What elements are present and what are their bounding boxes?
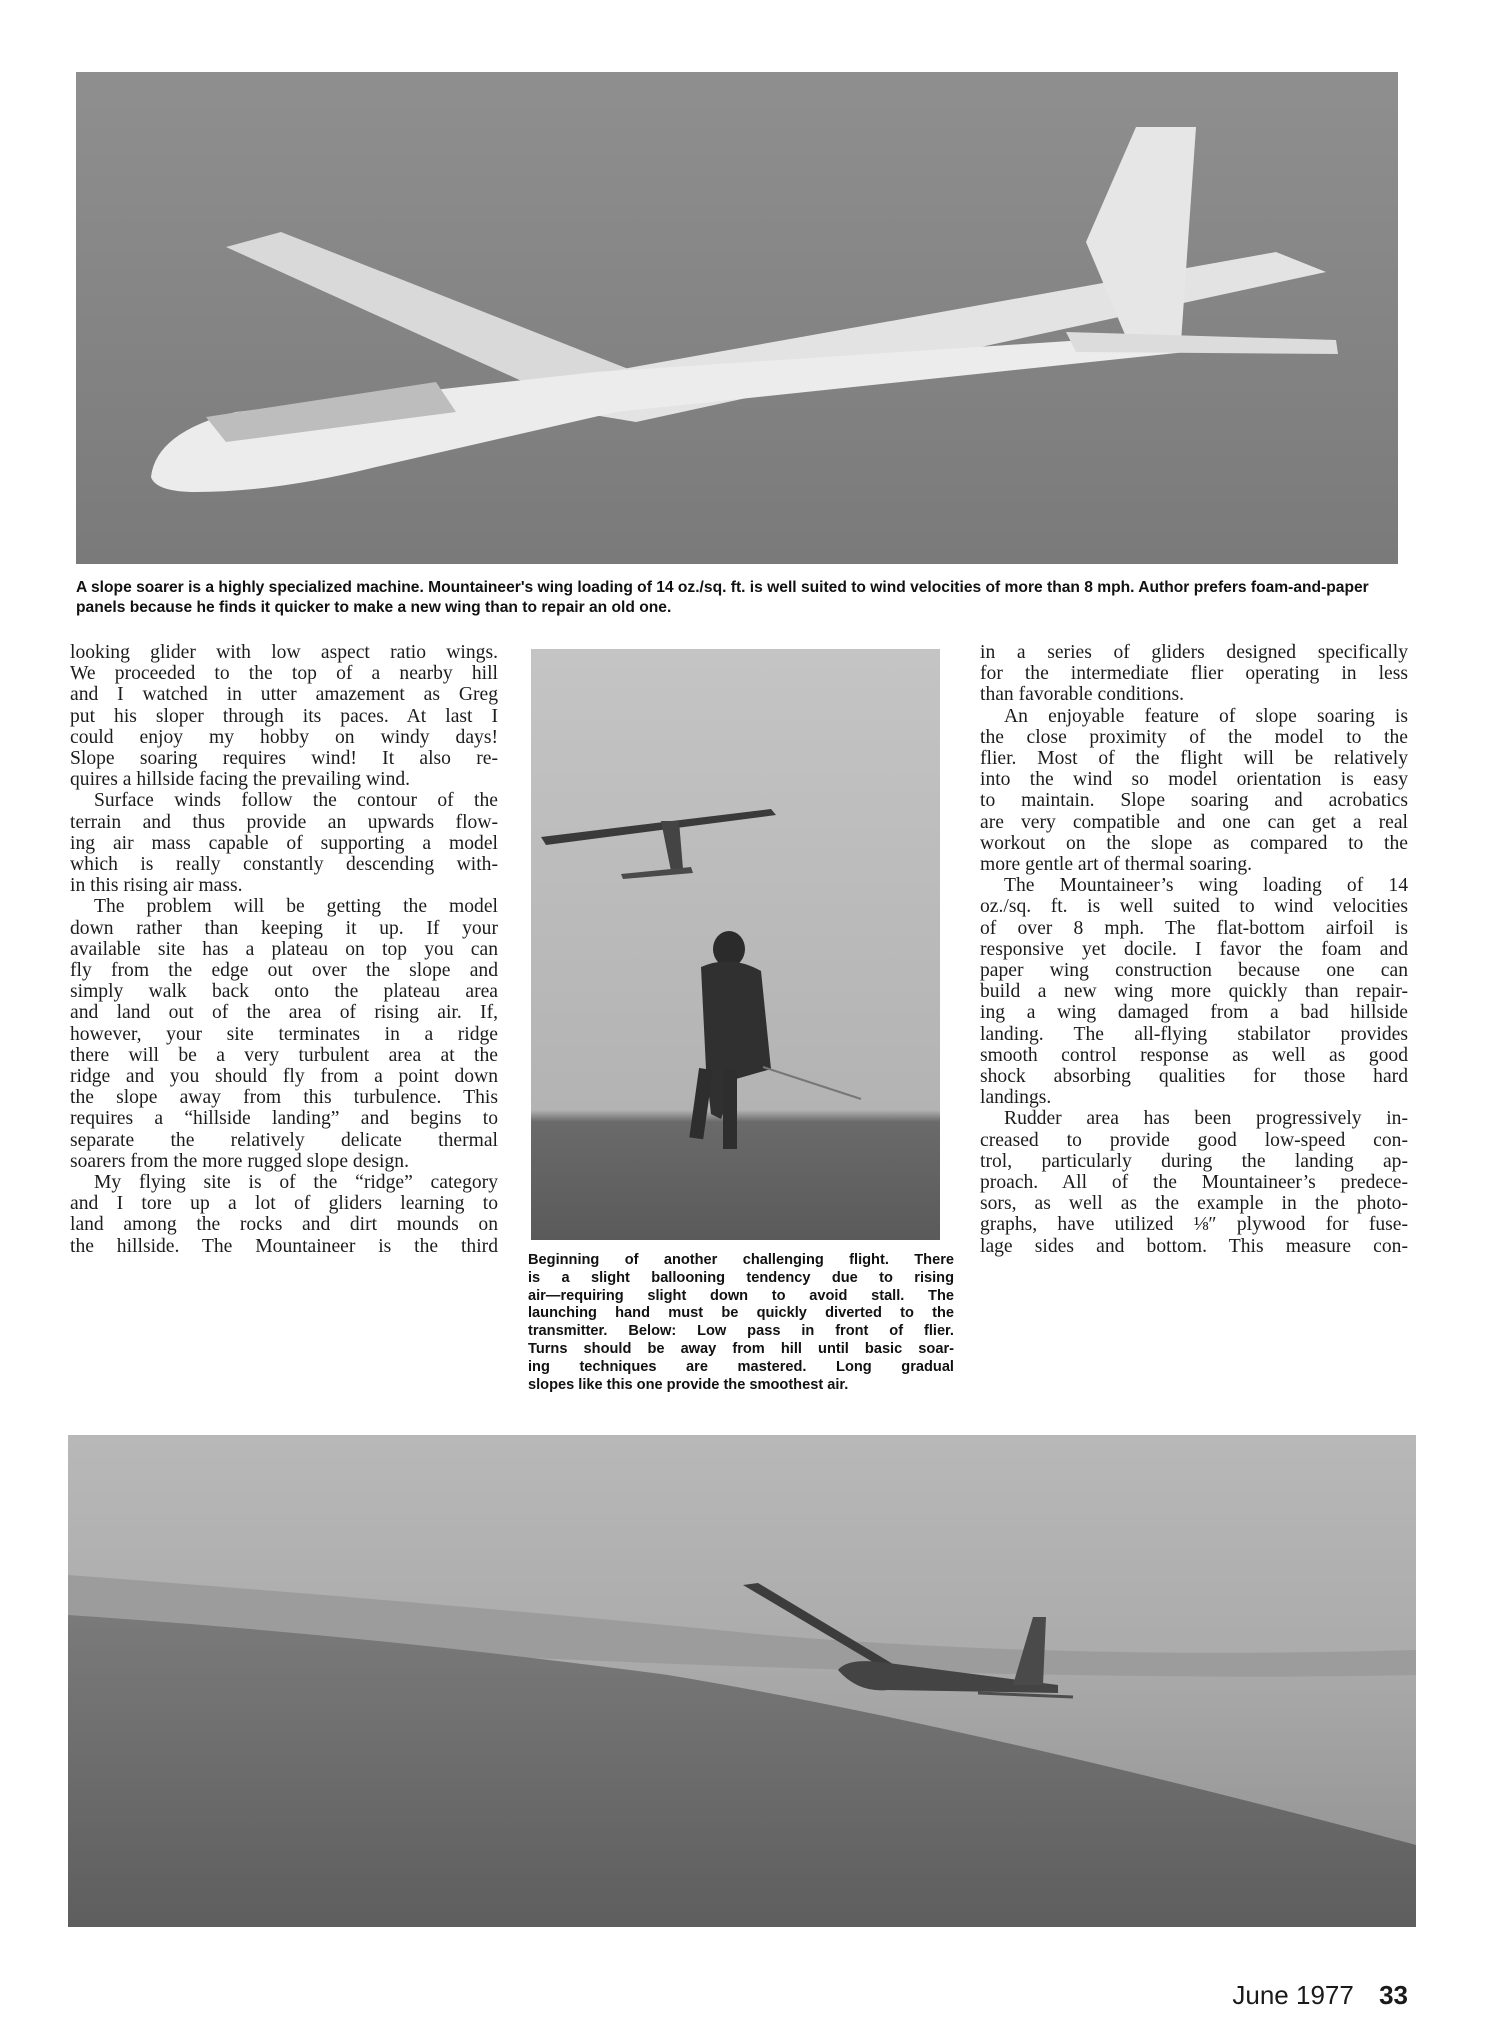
text-line: into the wind so model orientation is easy (980, 769, 1408, 791)
text-line: simply walk back onto the plateau area (70, 981, 498, 1003)
text-line: in a series of gliders designed specifically (980, 642, 1408, 663)
issue-date: June 1977 (1232, 1980, 1354, 2010)
text-line: sors, as well as the example in the photo- (980, 1193, 1408, 1215)
text-line: fly from the edge out over the slope and (70, 960, 498, 982)
caption-line: air—requiring slight down to avoid stall. The (528, 1287, 954, 1304)
text-line: land among the rocks and dirt mounds on (70, 1214, 498, 1236)
page-footer (1232, 1980, 1408, 2011)
low-pass-photo (68, 1435, 1416, 1927)
text-line: the hillside. The Mountaineer is the third (70, 1235, 498, 1257)
text-line: My flying site is of the “ridge” category (94, 1172, 498, 1194)
caption-line: transmitter. Below: Low pass in front of flier. (528, 1323, 954, 1340)
text-line: to maintain. Slope soaring and acrobatics (980, 790, 1408, 812)
caption-line: slopes like this one provide the smoothest air. (528, 1376, 849, 1393)
text-line: requires a “hillside landing” and begins to (70, 1108, 498, 1130)
text-line: ridge and you should fly from a point down (70, 1066, 498, 1088)
text-line: paper wing construction because one can (980, 960, 1408, 982)
caption-line: ing techniques are mastered. Long gradual (528, 1358, 954, 1375)
text-line: the slope away from this turbulence. This (70, 1087, 498, 1109)
text-line: put his sloper through its paces. At last I (70, 705, 498, 727)
text-line: build a new wing more quickly than repair- (980, 981, 1408, 1003)
text-line: lage sides and bottom. This measure con- (980, 1235, 1408, 1257)
text-line: landings. (980, 1087, 1052, 1109)
text-line: The Mountaineer’s wing loading of 14 (1004, 875, 1408, 897)
top-photo-caption: A slope soarer is a highly specialized machine. Mountaineer's wing loading of 14 oz./sq. ft. is well suited to wind velocities of more than 8 mph. Author prefers foam-and-paper panels because he finds it quicker to make a new wing than to repair an old one. (76, 579, 1369, 616)
caption-line: is a slight ballooning tendency due to rising (528, 1269, 954, 1286)
text-line: more gentle art of thermal soaring. (980, 854, 1253, 876)
text-line: available site has a plateau on top you can (70, 938, 498, 960)
launch-photo-caption (528, 1252, 954, 1394)
text-line: workout on the slope as compared to the (980, 832, 1408, 854)
launch-photo (531, 649, 940, 1240)
text-line: are very compatible and one can get a real (980, 811, 1408, 833)
text-line: smooth control response as well as good (980, 1044, 1408, 1066)
text-line: terrain and thus provide an upwards flow- (70, 811, 498, 833)
glider-on-ground-photo (76, 72, 1398, 564)
text-line: We proceeded to the top of a nearby hill (70, 663, 498, 685)
text-line: separate the relatively delicate thermal (70, 1129, 498, 1151)
text-line: looking glider with low aspect ratio wings. (70, 642, 498, 663)
text-line: and I tore up a lot of gliders learning to (70, 1193, 498, 1215)
text-line: and I watched in utter amazement as Greg (70, 684, 498, 706)
text-line: than favorable conditions. (980, 684, 1185, 706)
text-line: proach. All of the Mountaineer’s predece- (980, 1172, 1408, 1194)
text-line: could enjoy my hobby on windy days! (70, 726, 498, 748)
text-line: shock absorbing qualities for those hard (980, 1066, 1408, 1088)
text-line: ing air mass capable of supporting a model (70, 832, 498, 854)
text-line: Rudder area has been progressively in- (1004, 1108, 1408, 1130)
text-line: in this rising air mass. (70, 875, 243, 897)
text-line: An enjoyable feature of slope soaring is (1004, 705, 1408, 727)
text-line: oz./sq. ft. is well suited to wind velocities (980, 896, 1408, 918)
text-line: responsive yet docile. I favor the foam and (980, 938, 1408, 960)
text-line: Slope soaring requires wind! It also re- (70, 748, 498, 770)
text-line: ing a wing damaged from a bad hillside (980, 1002, 1408, 1024)
page-number: 33 (1379, 1980, 1408, 2010)
text-line: there will be a very turbulent area at the (70, 1044, 498, 1066)
caption-line: launching hand must be quickly diverted to the (528, 1305, 954, 1322)
text-line: quires a hillside facing the prevailing wind. (70, 769, 411, 791)
caption-line: Turns should be away from hill until basic soar- (528, 1340, 954, 1357)
text-line: of over 8 mph. The flat-bottom airfoil is (980, 917, 1408, 939)
text-line: soarers from the more rugged slope design. (70, 1150, 409, 1172)
text-line: graphs, have utilized ⅛″ plywood for fuse- (980, 1214, 1408, 1236)
text-line: flier. Most of the flight will be relatively (980, 748, 1408, 770)
text-line: down rather than keeping it up. If your (70, 917, 498, 939)
text-line: however, your site terminates in a ridge (70, 1023, 498, 1045)
text-line: the close proximity of the model to the (980, 726, 1408, 748)
text-line: The problem will be getting the model (94, 896, 498, 918)
text-line: creased to provide good low-speed con- (980, 1129, 1408, 1151)
right-text-column (980, 642, 1408, 1257)
text-line: for the intermediate flier operating in less (980, 663, 1408, 685)
caption-line: Beginning of another challenging flight. There (528, 1252, 954, 1268)
text-line: Surface winds follow the contour of the (94, 790, 498, 812)
text-line: which is really constantly descending with- (70, 854, 498, 876)
left-text-column (70, 642, 498, 1257)
text-line: and land out of the area of rising air. If, (70, 1002, 498, 1024)
text-line: landing. The all-flying stabilator provides (980, 1023, 1408, 1045)
text-line: trol, particularly during the landing ap- (980, 1150, 1408, 1172)
